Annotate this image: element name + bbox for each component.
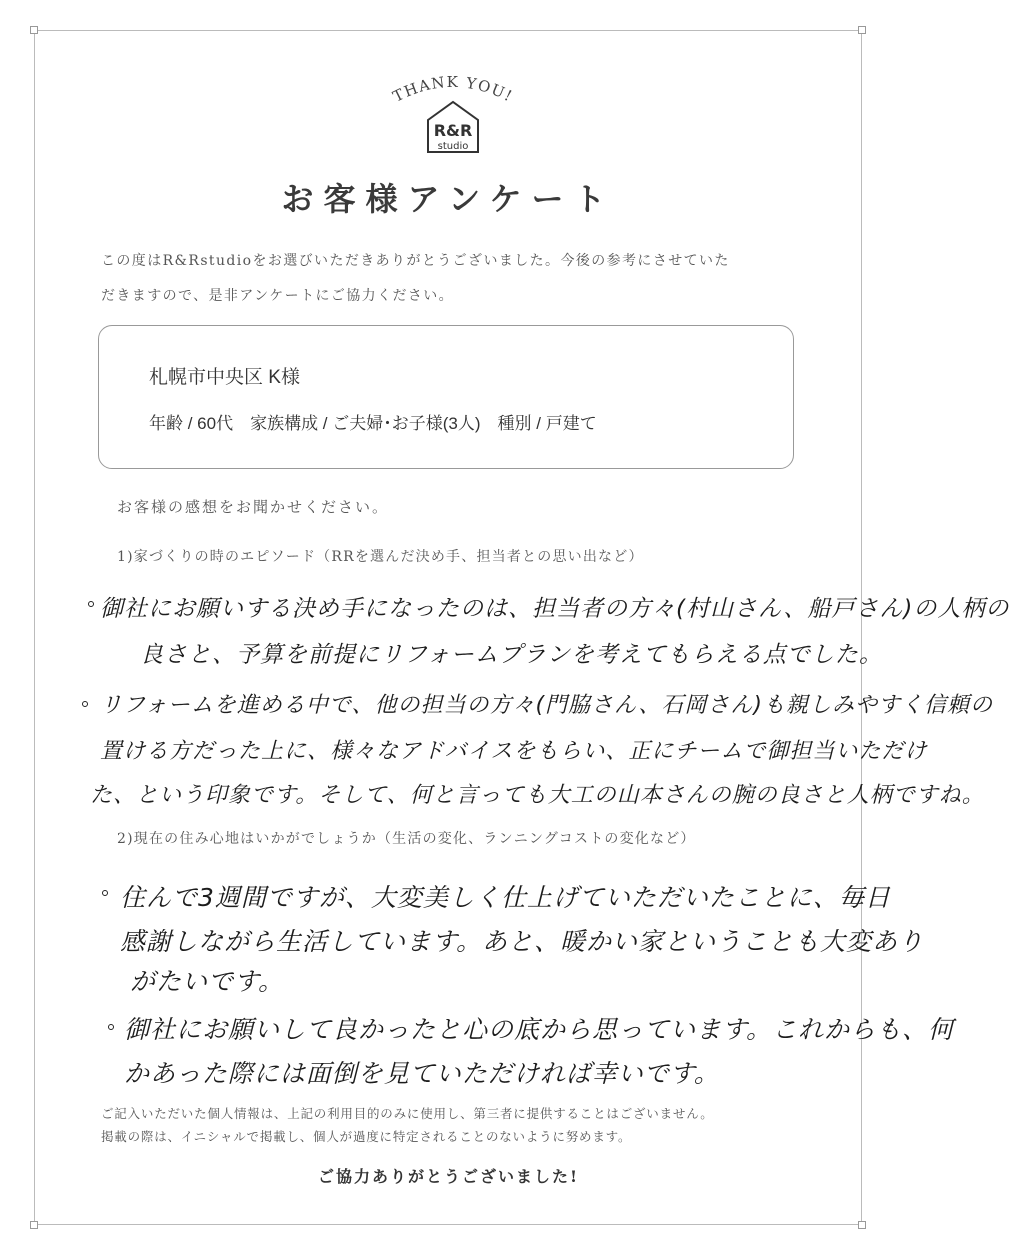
- logo-sub-text: studio: [437, 141, 469, 152]
- intro-text: [101, 244, 811, 314]
- answer-line: かあった際には面倒を見ていただければ幸いです。: [124, 1059, 720, 1088]
- section-heading: お客様の感想をお聞かせください。: [117, 498, 390, 516]
- corner-mark: [30, 1221, 38, 1229]
- page-title: お客様アンケート: [281, 180, 616, 218]
- thank-you-text: THANK YOU!: [390, 72, 517, 106]
- answer-line: 置ける方だった上に、様々なアドバイスをもらい、正にチームで御担当いただけ: [100, 739, 928, 764]
- answer-line: 住んで3週間ですが、大変美しく仕上げていただいたことに、毎日: [120, 883, 891, 912]
- answer-line: た、という印象です。そして、何と言っても大工の山本さんの腕の良さと人柄ですね。: [90, 783, 985, 808]
- answer-line: リフォームを進める中で、他の担当の方々(門脇さん、石岡さん)も親しみやすく信頼の: [100, 693, 993, 718]
- answer-1: [80, 590, 1009, 810]
- intro-line: この度はR&Rstudioをお選びいただきありがとうございました。今後の参考にさせていた: [101, 253, 730, 269]
- corner-mark: [30, 26, 38, 34]
- bullet-icon: [102, 890, 108, 896]
- logo-main-text: R&R: [433, 121, 473, 140]
- intro-line: だきますので、是非アンケートにご協力ください。: [101, 288, 455, 304]
- notice-line: ご記入いただいた個人情報は、上記の利用目的のみに使用し、第三者に提供することはございません。: [101, 1106, 714, 1121]
- closing-message: ご協力ありがとうございました!: [317, 1167, 580, 1186]
- answer-line: 御社にお願いする決め手になったのは、担当者の方々(村山さん、船戸さん)の人柄の: [100, 596, 1009, 622]
- bullet-icon: [108, 1024, 114, 1030]
- answer-line: 良さと、予算を前提にリフォームプランを考えてもらえる点でした。: [140, 642, 883, 668]
- privacy-notice: [101, 1102, 821, 1148]
- answer-line: がたいです。: [130, 967, 285, 996]
- studio-logo: [420, 98, 486, 154]
- bullet-icon: [88, 601, 94, 607]
- customer-name: 札幌市中央区 K様: [149, 367, 300, 388]
- corner-mark: [858, 1221, 866, 1229]
- customer-info-box: [98, 325, 794, 469]
- customer-meta: 年齢 / 60代 家族構成 / ご夫婦･お子様(3人) 種別 / 戸建て: [149, 414, 597, 433]
- question-2: 2)現在の住み心地はいかがでしょうか（生活の変化、ランニングコストの変化など）: [117, 831, 696, 847]
- answer-2: [80, 878, 955, 1088]
- corner-mark: [858, 26, 866, 34]
- answer-line: 御社にお願いして良かったと心の底から思っています。これからも、何: [124, 1015, 955, 1044]
- notice-line: 掲載の際は、イニシャルで掲載し、個人が過度に特定されることのないように努めます。: [101, 1129, 632, 1144]
- question-1: 1)家づくりの時のエピソード（RRを選んだ決め手、担当者との思い出など）: [117, 549, 644, 565]
- bullet-icon: [82, 701, 88, 707]
- answer-line: 感謝しながら生活しています。あと、暖かい家ということも大変あり: [120, 927, 925, 956]
